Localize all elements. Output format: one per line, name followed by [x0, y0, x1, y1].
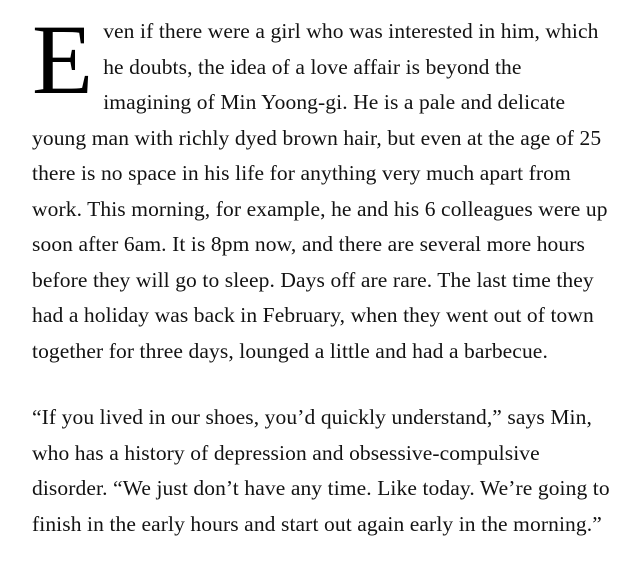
- article-paragraph-2: “If you lived in our shoes, you’d quickly understand,” says Min, who has a history of depression and obsessive-compulsive disorder. “We just don’t have any time. Like today. We’re going to finish in the early hours and start out again early in the morning.”: [32, 405, 610, 536]
- paragraph-1-text: ven if there were a girl who was interested in him, which he doubts, the idea of a love affair is beyond the imagining of Min Yoong-gi. He is a pale and delicate young man with richly dyed brown hair, but even at the age of 25 there is no space in his life for anything very much apart from work. This morning, for example, he and his 6 colleagues were up soon after 6am. It is 8pm now, and there are several more hours before they will go to sleep. Days off are rare. The last time they had a holiday was back in February, when they went out of town together for three days, lounged a little and had a barbecue.: [32, 19, 608, 363]
- article-paragraph-1: [32, 14, 610, 369]
- drop-cap-letter: E: [32, 14, 94, 115]
